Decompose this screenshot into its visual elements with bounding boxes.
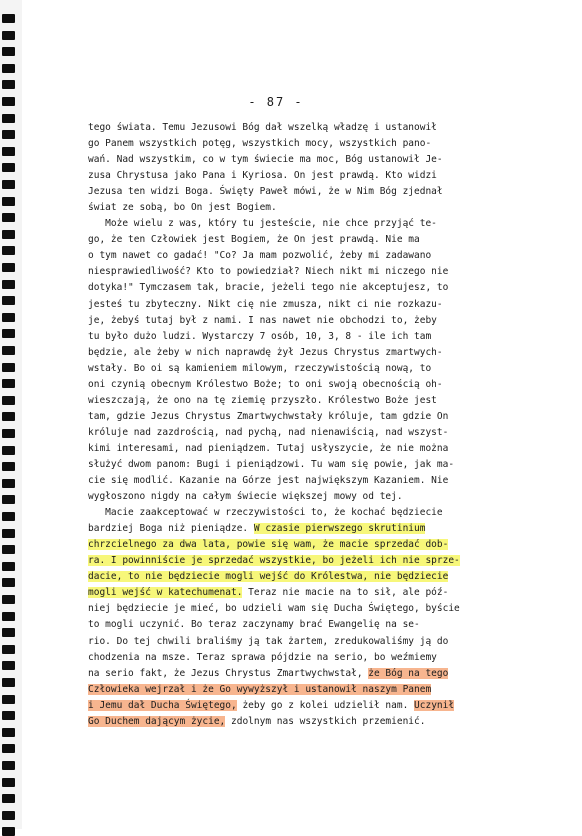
text-line bbox=[88, 361, 516, 377]
binding-ring bbox=[2, 263, 15, 272]
text-segment: niej będziecie je mieć, bo udzieli wam się Ducha Świętego, byście bbox=[88, 603, 460, 615]
binding-ring bbox=[2, 246, 15, 255]
binding-ring bbox=[2, 495, 15, 504]
text-line bbox=[88, 200, 516, 216]
text-line bbox=[88, 280, 516, 296]
text-line bbox=[88, 184, 516, 200]
binding-ring bbox=[2, 578, 15, 587]
text-line bbox=[88, 634, 516, 650]
text-segment: króluje nad zazdrością, nad pychą, nad nienawiścią, nad wszyst- bbox=[88, 426, 449, 438]
text-line bbox=[88, 393, 516, 409]
text-line bbox=[88, 264, 516, 280]
binding-ring bbox=[2, 197, 15, 206]
binding-ring bbox=[2, 130, 15, 139]
text-line bbox=[88, 682, 516, 698]
text-line bbox=[88, 232, 516, 248]
text-line bbox=[88, 345, 516, 361]
binding-ring bbox=[2, 479, 15, 488]
highlighted-text: dacie, to nie będziecie mogli wejść do Królestwa, nie będziecie bbox=[88, 571, 449, 583]
text-line bbox=[88, 489, 516, 505]
text-segment: kimi interesami, nad pieniądzem. Tutaj usłyszycie, że nie można bbox=[88, 442, 449, 454]
binding-ring bbox=[2, 761, 15, 770]
binding-ring bbox=[2, 811, 15, 820]
highlighted-text: Go Duchem dającym życie, bbox=[88, 715, 226, 727]
text-line bbox=[88, 248, 516, 264]
text-line bbox=[88, 698, 516, 714]
text-line bbox=[88, 297, 516, 313]
text-segment: tego świata. Temu Jezusowi Bóg dał wszelką władzę i ustanowił bbox=[88, 122, 437, 133]
binding-ring bbox=[2, 595, 15, 604]
text-segment: wstały. Bo oi są kamieniem milowym, rzeczywistością nową, to bbox=[88, 362, 432, 374]
text-segment: jesteś tu zbyteczny. Nikt cię nie zmusza, nikt ci nie rozkazu- bbox=[88, 298, 443, 310]
highlighted-text: że Bóg na tego bbox=[368, 667, 449, 679]
text-segment: zusa Chrystusa jako Pana i Kyriosa. On jest prawdą. Kto widzi bbox=[88, 170, 437, 182]
binding-ring bbox=[2, 412, 15, 421]
text-segment: na serio fakt, że Jezus Chrystus Zmartwychwstał, bbox=[88, 667, 369, 679]
text-line bbox=[88, 168, 516, 184]
text-line bbox=[88, 666, 516, 682]
binding-ring bbox=[2, 313, 15, 322]
binding-ring bbox=[2, 163, 15, 172]
text-segment: wygłoszono nigdy na całym świecie większej mowy od tej. bbox=[88, 491, 403, 503]
text-line bbox=[88, 601, 516, 617]
text-line bbox=[88, 120, 516, 136]
text-segment: Może wielu z was, który tu jesteście, nie chce przyjąć te- bbox=[88, 218, 437, 230]
text-segment: cie się modlić. Kazanie na Górze jest największym Kazaniem. Nie bbox=[88, 475, 449, 487]
text-line bbox=[88, 585, 516, 601]
binding-ring bbox=[2, 562, 15, 571]
binding-ring bbox=[2, 429, 15, 438]
text-segment: bardziej Boga niż pieniądze. bbox=[88, 523, 254, 535]
text-line bbox=[88, 537, 516, 553]
text-segment: dotyka!" Tymczasem tak, bracie, jeżeli tego nie akceptujesz, to bbox=[88, 282, 449, 294]
text-line bbox=[88, 313, 516, 329]
text-line bbox=[88, 521, 516, 537]
binding-ring bbox=[2, 744, 15, 753]
text-segment: będzie, ale żeby w nich naprawdę żył Jezus Chrystus zmartwych- bbox=[88, 346, 443, 358]
highlighted-text: Człowieka wejrzał i że Go wywyższył i ustanowił naszym Panem bbox=[88, 683, 432, 695]
highlighted-text: W czasie pierwszego skrutinium bbox=[253, 523, 426, 535]
binding-ring bbox=[2, 711, 15, 720]
text-segment: Teraz nie macie na to sił, ale póź- bbox=[242, 587, 449, 599]
text-segment: tu było dużo ludzi. Wystarczy 7 osób, 10, 3, 8 - ile ich tam bbox=[88, 330, 432, 342]
binding-ring bbox=[2, 794, 15, 803]
text-segment: chodzenia na msze. Teraz sprawa pójdzie na serio, bo weźmiemy bbox=[88, 651, 437, 663]
binding-ring bbox=[2, 379, 15, 388]
binding-ring bbox=[2, 446, 15, 455]
binding-ring bbox=[2, 612, 15, 621]
body-text bbox=[88, 120, 516, 730]
text-segment: wieszczają, że ono na tę ziemię przyszło. Królestwo Boże jest bbox=[88, 394, 437, 406]
text-line bbox=[88, 136, 516, 152]
highlighted-text: mogli wejść w katechumenat. bbox=[88, 587, 243, 599]
highlighted-text: chrzcielnego za dwa lata, powie się wam, że macie sprzedać dob- bbox=[88, 539, 449, 551]
text-segment: Macie zaakceptować w rzeczywistości to, że kochać będziecie bbox=[88, 507, 443, 519]
binding-ring bbox=[2, 147, 15, 156]
text-segment: oni czynią obecnym Królestwo Boże; to oni swoją obecnością oh- bbox=[88, 378, 443, 390]
highlighted-text: Uczynił bbox=[414, 699, 455, 711]
binding-ring bbox=[2, 462, 15, 471]
binding-ring bbox=[2, 346, 15, 355]
binding-ring bbox=[2, 363, 15, 372]
binding-ring bbox=[2, 512, 15, 521]
binding-ring bbox=[2, 80, 15, 89]
text-segment: Jezusa ten widzi Boga. Święty Paweł mówi, że w Nim Bóg zjednał bbox=[88, 186, 443, 198]
page-number: - 87 - bbox=[248, 95, 304, 109]
text-segment: tam, gdzie Jezus Chrystus Zmartwychwstały króluje, tam gdzie On bbox=[88, 410, 449, 422]
binding-ring bbox=[2, 329, 15, 338]
text-segment: o tym nawet co gadać! "Co? Ja mam pozwolić, żeby mi zadawano bbox=[88, 250, 432, 262]
binding-ring bbox=[2, 180, 15, 189]
highlighted-text: i Jemu dał Ducha Świętego, bbox=[88, 699, 237, 711]
text-line bbox=[88, 329, 516, 345]
text-line bbox=[88, 377, 516, 393]
text-segment: niesprawiedliwość? Kto to powiedział? Niech nikt mi niczego nie bbox=[88, 266, 449, 278]
text-line bbox=[88, 553, 516, 569]
text-line bbox=[88, 714, 516, 730]
text-line bbox=[88, 617, 516, 633]
text-line bbox=[88, 152, 516, 168]
text-segment: żeby go z kolei udzielił nam. bbox=[236, 699, 415, 711]
text-line bbox=[88, 505, 516, 521]
binding-ring bbox=[2, 230, 15, 239]
binding-ring bbox=[2, 14, 15, 23]
text-line bbox=[88, 441, 516, 457]
text-segment: je, żebyś tutaj był z nami. I nas nawet nie obchodzi to, żeby bbox=[88, 314, 437, 326]
text-line bbox=[88, 425, 516, 441]
binding-ring bbox=[2, 529, 15, 538]
text-segment: to mogli uczynić. Bo teraz zaczynamy brać Ewangelię na se- bbox=[88, 619, 420, 631]
binding-ring bbox=[2, 778, 15, 787]
text-segment: świat ze sobą, bo On jest Bogiem. bbox=[88, 202, 277, 214]
binding-ring bbox=[2, 661, 15, 670]
binding-ring bbox=[2, 396, 15, 405]
text-segment: zdolnym nas wszystkich przemienić. bbox=[225, 715, 426, 727]
highlighted-text: ra. I powinniście je sprzedać wszystkie, bo jeżeli ich nie sprze- bbox=[88, 555, 460, 567]
spiral-binding bbox=[0, 0, 22, 829]
binding-ring bbox=[2, 678, 15, 687]
text-segment: służyć dwom panom: Bugi i pieniądzowi. Tu wam się powie, jak ma- bbox=[88, 458, 455, 470]
binding-ring bbox=[2, 64, 15, 73]
text-line bbox=[88, 473, 516, 489]
binding-ring bbox=[2, 280, 15, 289]
text-line bbox=[88, 650, 516, 666]
text-segment: go, że ten Człowiek jest Bogiem, że On jest prawdą. Nie ma bbox=[88, 234, 420, 246]
text-segment: go Panem wszystkich potęg, wszystkich mocy, wszystkich pano- bbox=[88, 138, 432, 150]
binding-ring bbox=[2, 47, 15, 56]
text-line bbox=[88, 216, 516, 232]
text-line bbox=[88, 409, 516, 425]
text-line bbox=[88, 569, 516, 585]
text-segment: wań. Nad wszystkim, co w tym świecie ma moc, Bóg ustanowił Je- bbox=[88, 154, 443, 166]
binding-ring bbox=[2, 31, 15, 40]
binding-ring bbox=[2, 213, 15, 222]
binding-ring bbox=[2, 645, 15, 654]
binding-ring bbox=[2, 628, 15, 637]
binding-ring bbox=[2, 728, 15, 737]
binding-ring bbox=[2, 545, 15, 554]
text-segment: rio. Do tej chwili braliśmy ją tak żartem, zredukowaliśmy ją do bbox=[88, 635, 449, 647]
binding-ring bbox=[2, 97, 15, 106]
binding-ring bbox=[2, 114, 15, 123]
binding-ring bbox=[2, 296, 15, 305]
binding-ring bbox=[2, 695, 15, 704]
text-line bbox=[88, 457, 516, 473]
